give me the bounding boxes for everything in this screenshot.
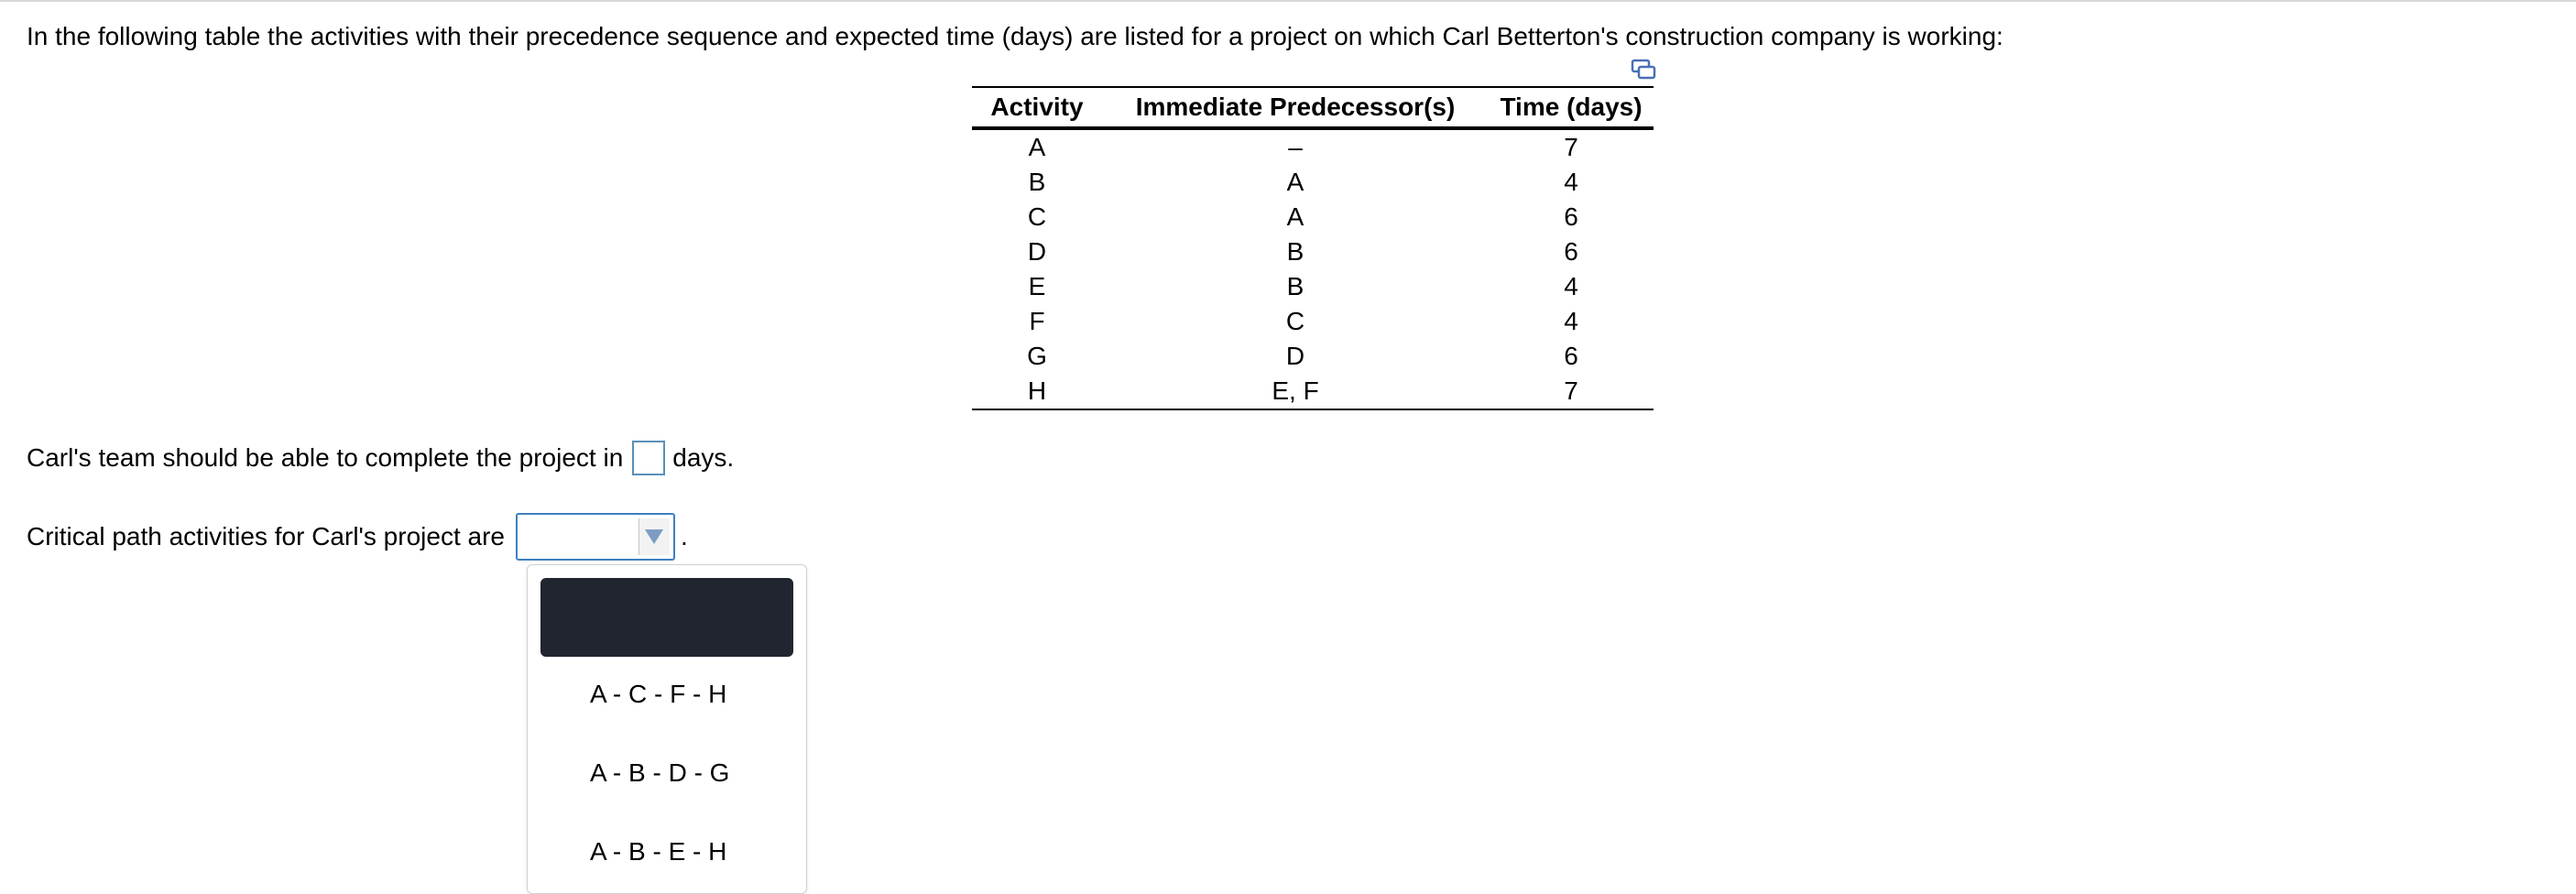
cell-activity: E bbox=[1028, 272, 1046, 300]
dropdown-option-blank-highlighted[interactable] bbox=[540, 578, 793, 657]
dropdown-option-abeh[interactable]: A - B - E - H bbox=[590, 837, 727, 866]
header-activity: Activity bbox=[972, 87, 1102, 128]
dropdown-option-abdg[interactable]: A - B - D - G bbox=[590, 758, 730, 787]
question2-suffix: . bbox=[680, 522, 688, 551]
cell-predecessor: C bbox=[1285, 307, 1305, 335]
cell-predecessor: B bbox=[1286, 237, 1304, 266]
table-row bbox=[972, 374, 1654, 409]
cell-time: 6 bbox=[1564, 237, 1578, 266]
table-row bbox=[972, 200, 1654, 234]
table-row bbox=[972, 269, 1654, 304]
table-row bbox=[972, 339, 1654, 374]
cell-time: 7 bbox=[1489, 374, 1654, 409]
cell-activity: B bbox=[1028, 168, 1046, 196]
header-time: Time (days) bbox=[1489, 87, 1654, 128]
activity-table bbox=[972, 86, 1654, 410]
intro-text: In the following table the activities with their precedence sequence and expected time (days) are listed for a project on which Carl Betterton's construction company is working: bbox=[27, 22, 2003, 50]
critical-path-dropdown[interactable] bbox=[516, 513, 675, 561]
cell-time: 4 bbox=[1564, 307, 1578, 335]
cell-time: 6 bbox=[1564, 202, 1578, 231]
cell-activity: D bbox=[1027, 237, 1047, 266]
table-header-row bbox=[972, 87, 1654, 128]
dropdown-arrow-button[interactable] bbox=[639, 518, 670, 555]
cell-predecessor: D bbox=[1285, 342, 1305, 370]
question1-prefix: Carl's team should be able to complete the project in bbox=[27, 443, 624, 472]
cell-predecessor: A bbox=[1286, 202, 1304, 231]
cell-predecessor: A bbox=[1286, 168, 1304, 196]
cell-time: 7 bbox=[1564, 133, 1578, 161]
table-row bbox=[972, 128, 1654, 165]
cell-activity: C bbox=[1027, 202, 1047, 231]
table-row bbox=[972, 234, 1654, 269]
cell-time: 6 bbox=[1564, 342, 1578, 370]
table-row bbox=[972, 165, 1654, 200]
completion-days-input[interactable] bbox=[632, 441, 665, 475]
cell-time: 4 bbox=[1564, 168, 1578, 196]
cell-time: 4 bbox=[1564, 272, 1578, 300]
dropdown-menu bbox=[527, 564, 807, 894]
table-row bbox=[972, 304, 1654, 339]
cell-activity: F bbox=[1029, 307, 1045, 335]
copy-table-icon[interactable] bbox=[1631, 59, 1656, 81]
cell-activity: G bbox=[1027, 342, 1047, 370]
cell-predecessor: – bbox=[1288, 133, 1303, 161]
question1-suffix: days. bbox=[672, 443, 735, 472]
dropdown-option-acfh[interactable]: A - C - F - H bbox=[590, 680, 727, 708]
cell-activity: H bbox=[972, 374, 1102, 409]
cell-predecessor: B bbox=[1286, 272, 1304, 300]
cell-activity: A bbox=[1028, 133, 1046, 161]
header-predecessors: Immediate Predecessor(s) bbox=[1102, 87, 1489, 128]
question-completion-time bbox=[27, 440, 734, 476]
question-critical-path bbox=[27, 513, 688, 561]
question2-prefix: Critical path activities for Carl's project are bbox=[27, 522, 505, 551]
cell-predecessor: E, F bbox=[1102, 374, 1489, 409]
top-divider bbox=[0, 0, 2576, 2]
activity-table-container bbox=[972, 86, 1654, 410]
triangle-down-icon bbox=[644, 529, 664, 545]
